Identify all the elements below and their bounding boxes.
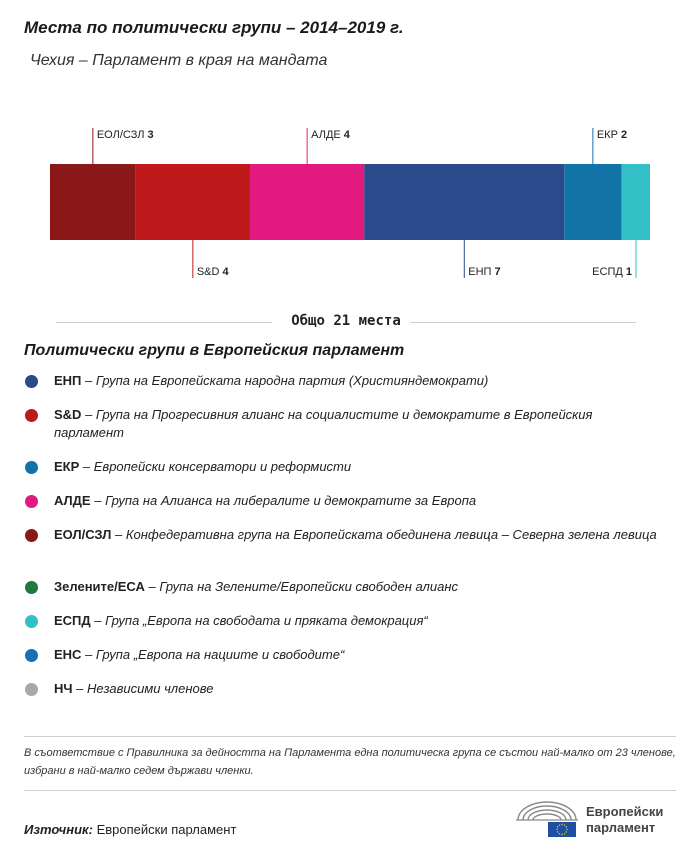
legend-abbr: ЕНП [54, 373, 82, 388]
legend-description: – Група на Зелените/Европейски свободен алианс [144, 579, 459, 594]
bar-segment [564, 164, 621, 240]
legend-item [24, 612, 664, 630]
segment-label [197, 266, 230, 278]
segment-label-name: ЕОЛ/СЗЛ [96, 129, 148, 141]
source [24, 822, 236, 837]
legend-description: – Независими членове [72, 681, 214, 696]
legend-description: – Група „Европа на нациите и свободите“ [81, 647, 345, 662]
legend-description: – Група на Прогресивния алианс на социалистите и демократите в Европейския парламент [54, 407, 593, 440]
legend-abbr: АЛДЕ [54, 493, 91, 508]
bar-segment [136, 164, 250, 240]
bar-segment [621, 164, 650, 240]
legend-abbr: ЕСПД [54, 613, 91, 628]
segment-label-name: ЕСПД [592, 266, 626, 278]
segment-label-value: 2 [620, 129, 628, 141]
star-icon [561, 824, 562, 825]
legend-item [24, 680, 664, 698]
legend-item [24, 406, 664, 442]
logo-line-1: Европейски [586, 804, 664, 819]
star-icon [559, 824, 560, 825]
legend-color-dot [25, 615, 38, 628]
legend-item [24, 492, 664, 510]
footnote: В съответствие с Правилника за дейността на Парламента една политическа група се състои най-малко от 23 членове, избрани в най-малко седем държави членки. [24, 747, 676, 777]
legend-color-dot [25, 409, 38, 422]
star-icon [561, 834, 562, 835]
star-icon [564, 824, 565, 825]
star-icon [557, 826, 558, 827]
legend-color-dot [25, 581, 38, 594]
legend-title: Политически групи в Европейския парламент [24, 342, 405, 359]
stacked-bar-chart [0, 110, 700, 290]
star-icon [559, 833, 560, 834]
legend-item [24, 578, 664, 596]
segment-label-value: 4 [343, 129, 350, 141]
legend-description: – Група „Европа на свободата и пряката демокрация“ [90, 613, 428, 628]
legend-abbr: ЕНС [54, 647, 82, 662]
parliament-hemicycle-icon [514, 798, 580, 838]
segment-label [597, 129, 627, 141]
legend-abbr: ЕОЛ/СЗЛ [54, 527, 112, 542]
legend-item [24, 458, 664, 476]
legend-color-dot [25, 495, 38, 508]
segment-label-value: 7 [494, 266, 501, 278]
divider [24, 790, 676, 791]
legend-description: – Европейски консерватори и реформисти [79, 459, 352, 474]
source-value: Европейски парламент [96, 822, 237, 837]
bar-segment [50, 164, 136, 240]
star-icon [564, 833, 565, 834]
legend-color-dot [25, 375, 38, 388]
star-icon [566, 831, 567, 832]
legend-item [24, 372, 664, 390]
segment-label-name: ЕНП [468, 266, 495, 278]
segment-label [468, 266, 500, 278]
segment-label [592, 266, 632, 278]
chart-subtitle: Чехия – Парламент в края на мандата [30, 52, 328, 69]
segment-label-name: АЛДЕ [311, 129, 344, 141]
segment-label [97, 129, 154, 141]
source-label: Източник: [24, 822, 93, 837]
bar-segment [364, 164, 564, 240]
legend-description: – Конфедеративна група на Европейската обединена левица – Северна зелена левица [111, 527, 657, 542]
total-seats-label: Общо 21 места [291, 313, 401, 329]
bar-segment [250, 164, 364, 240]
legend-item [24, 646, 664, 664]
legend-color-dot [25, 683, 38, 696]
legend-abbr: Зелените/ЕСА [54, 579, 145, 594]
segment-label-name: ЕКР [596, 129, 621, 141]
logo-text [586, 804, 663, 836]
legend-color-dot [25, 649, 38, 662]
star-icon [566, 826, 567, 827]
segment-label-value: 1 [625, 266, 632, 278]
legend-description: – Група на Европейската народна партия (Християндемократи) [81, 373, 489, 388]
legend-item [24, 526, 664, 544]
legend-abbr: S&D [54, 407, 82, 422]
star-icon [557, 831, 558, 832]
star-icon [556, 829, 557, 830]
total-seats [56, 312, 636, 332]
star-icon [566, 829, 567, 830]
chart-title: Места по политически групи – 2014–2019 г. [24, 18, 404, 37]
divider [24, 736, 676, 737]
legend-color-dot [25, 529, 38, 542]
legend-description: – Група на Алианса на либералите и демократите за Европа [90, 493, 477, 508]
european-parliament-logo [514, 798, 684, 838]
segment-label-name: S&D [196, 266, 223, 278]
legend-abbr: ЕКР [54, 459, 80, 474]
segment-label-value: 3 [147, 129, 154, 141]
legend-color-dot [25, 461, 38, 474]
logo-line-2: парламент [586, 820, 656, 835]
segment-label [311, 129, 351, 141]
legend-abbr: НЧ [54, 681, 73, 696]
segment-label-value: 4 [222, 266, 229, 278]
